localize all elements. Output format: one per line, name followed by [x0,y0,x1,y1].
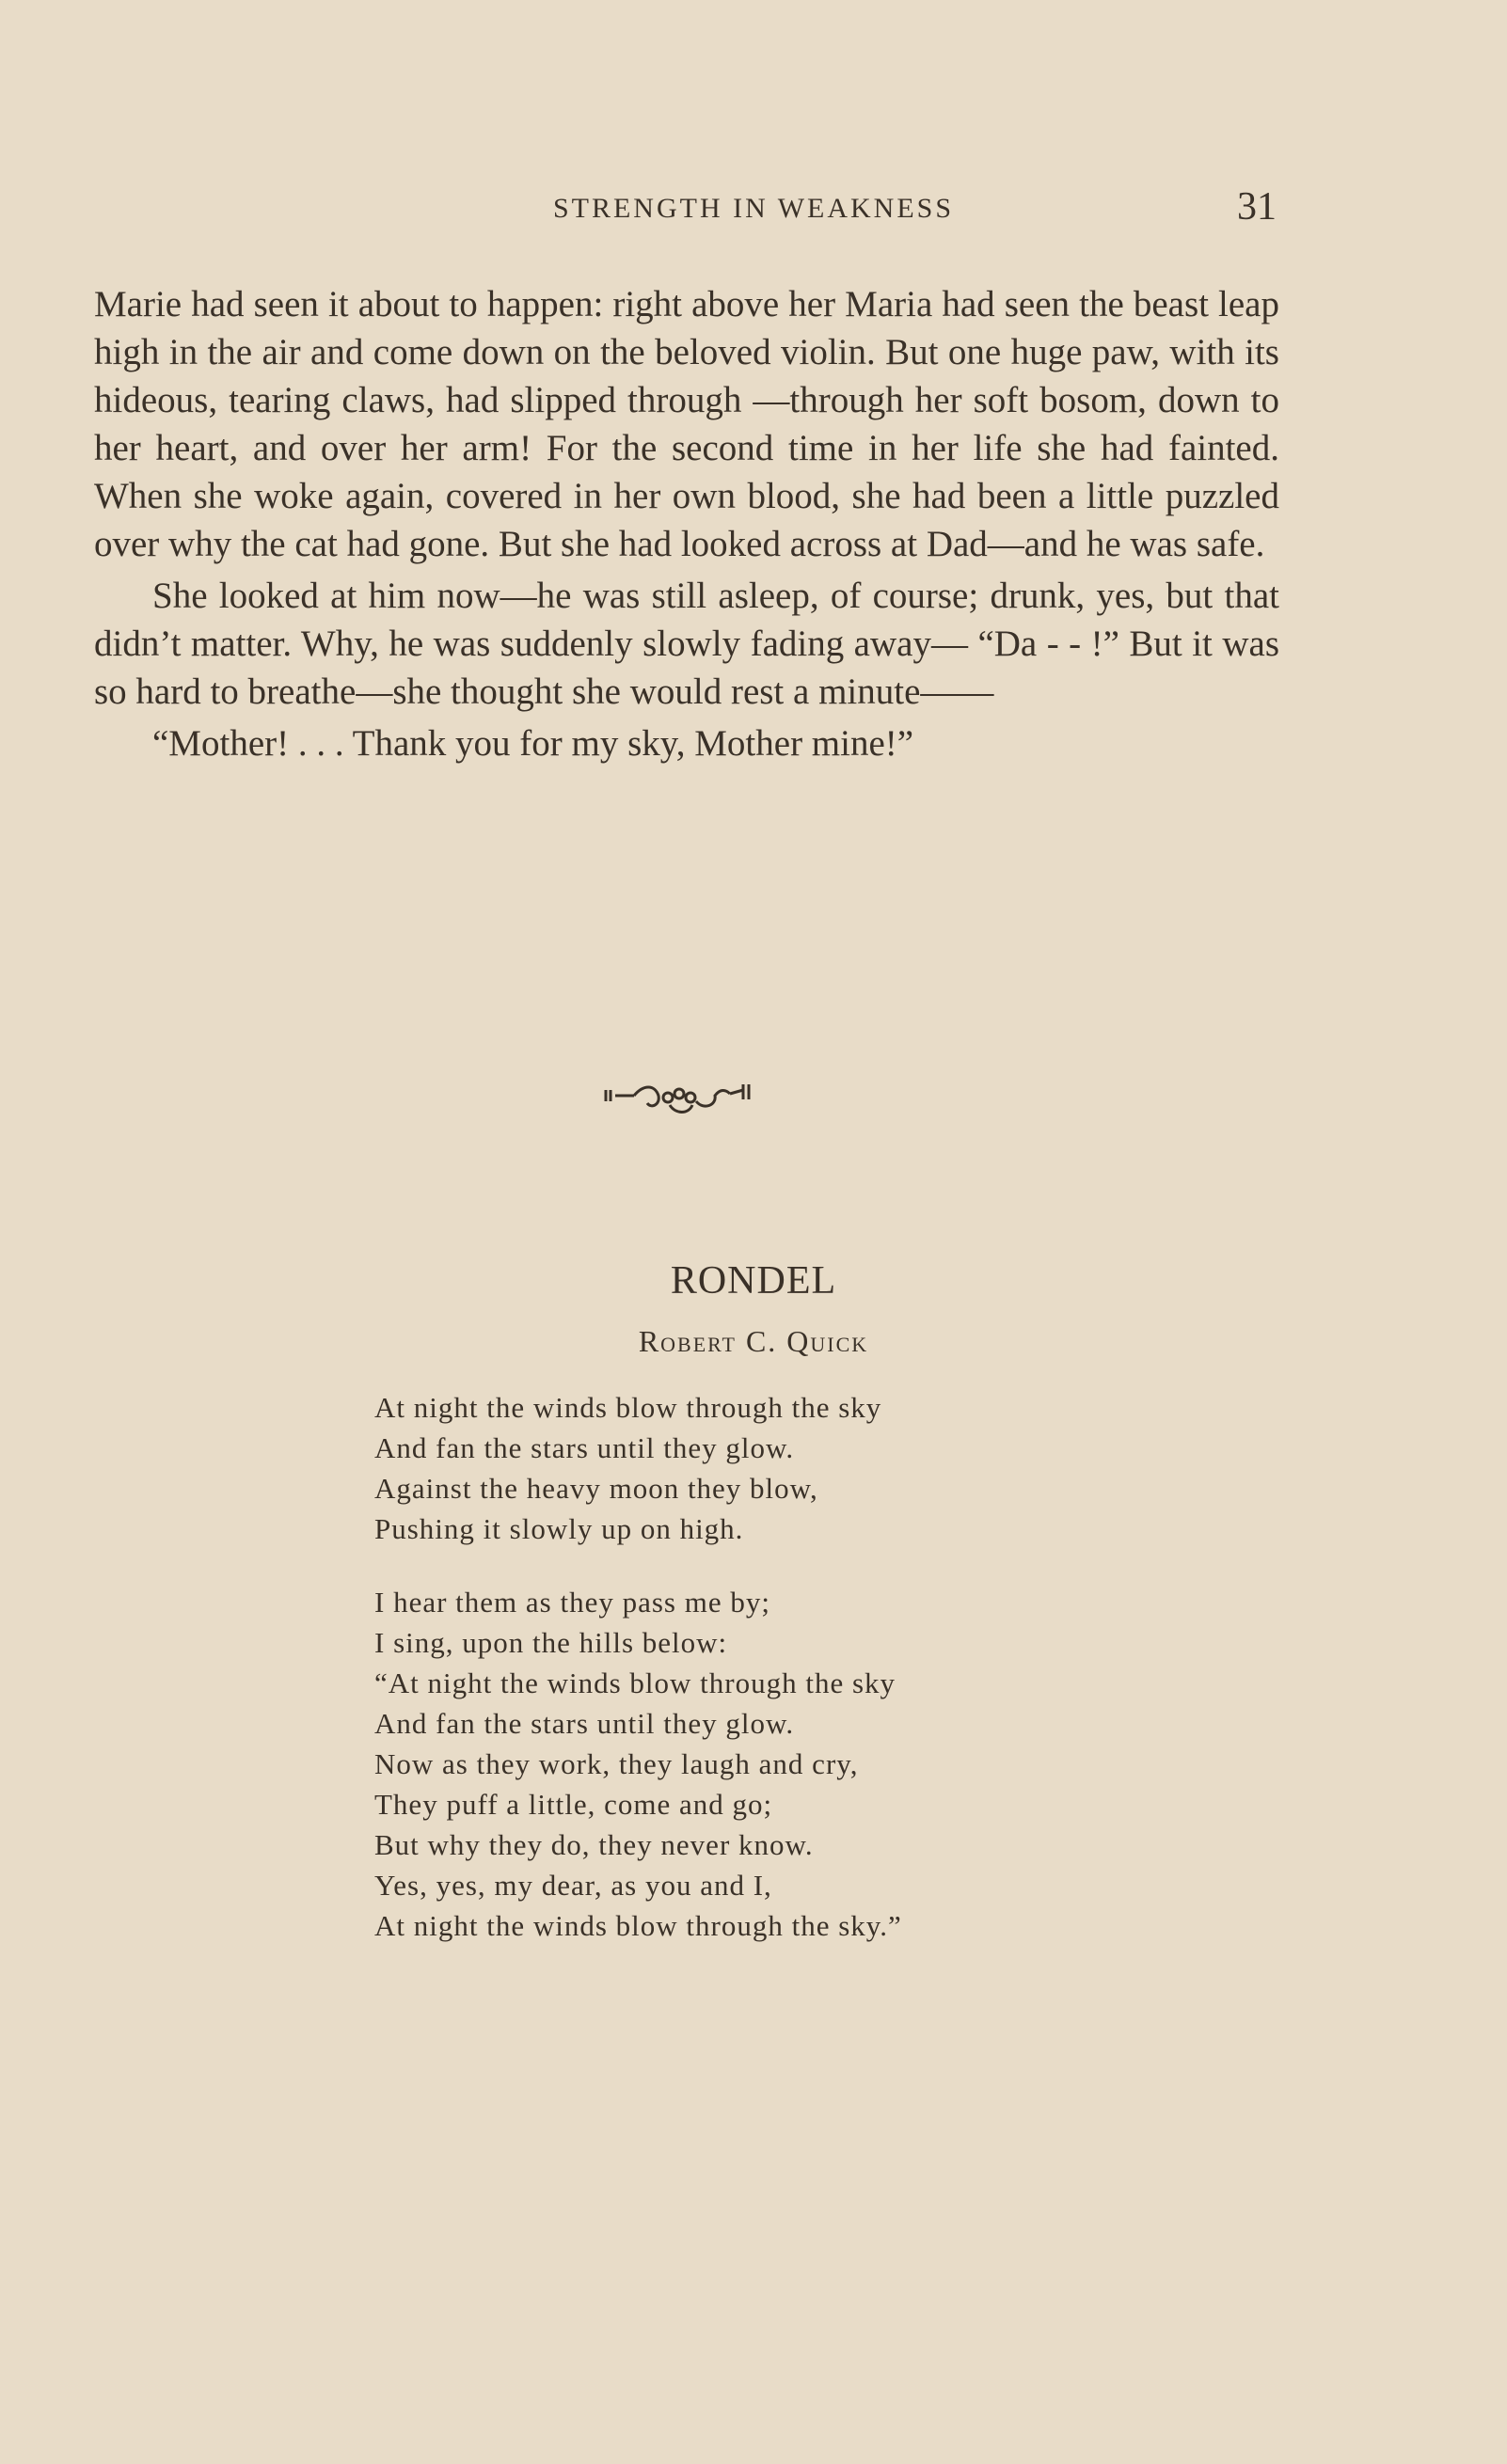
poem-author: Robert C. Quick [638,1324,869,1358]
poem-line: At night the winds blow through the sky [374,1391,882,1424]
paragraph: She looked at him now—he was still asleep, of course; drunk, yes, but that didn’t matter. Why, he was suddenly slowly fading away— “Da - - !” But it was so hard to breathe—she thought she would rest a minute—— [94,576,1279,712]
page-number: 31 [1237,185,1277,229]
poem-line: And fan the stars until they glow. [374,1707,795,1740]
poem-line: “At night the winds blow through the sky [374,1666,896,1699]
poem-line: I hear them as they pass me by; [374,1586,770,1619]
paragraph: “Mother! . . . Thank you for my sky, Mother mine!” [152,723,914,764]
poem-line: Yes, yes, my dear, as you and I, [374,1869,772,1902]
poem-stanza [374,1387,1127,1549]
poem-line: And fan the stars until they glow. [374,1431,795,1464]
poem-line: Now as they work, they laugh and cry, [374,1747,859,1780]
printers-ornament-icon [602,1077,753,1118]
paragraph: Marie had seen it about to happen: right above her Maria had seen the beast leap high in the air and come down on the beloved violin. But one huge paw, with its hideous, tearing claws, had slipped through —through her soft bosom, down to her heart, and over her arm! For the second time in her life she had fainted. When she woke again, covered in her own blood, she had been a little puzzled over why the cat had gone. But she had looked across at Dad—and he was safe. [94,284,1279,564]
running-title: STRENGTH IN WEAKNESS [552,193,955,224]
poem-line: At night the winds blow through the sky.” [374,1909,902,1942]
poem-line: They puff a little, come and go; [374,1788,773,1821]
poem-title: RONDEL [670,1259,837,1303]
poem-line: I sing, upon the hills below: [374,1626,728,1659]
poem-stanza [374,1582,1127,1946]
poem-line: Pushing it slowly up on high. [374,1512,744,1545]
poem-line: But why they do, they never know. [374,1828,814,1861]
prose-body [94,280,1279,771]
poem-line: Against the heavy moon they blow, [374,1472,818,1505]
